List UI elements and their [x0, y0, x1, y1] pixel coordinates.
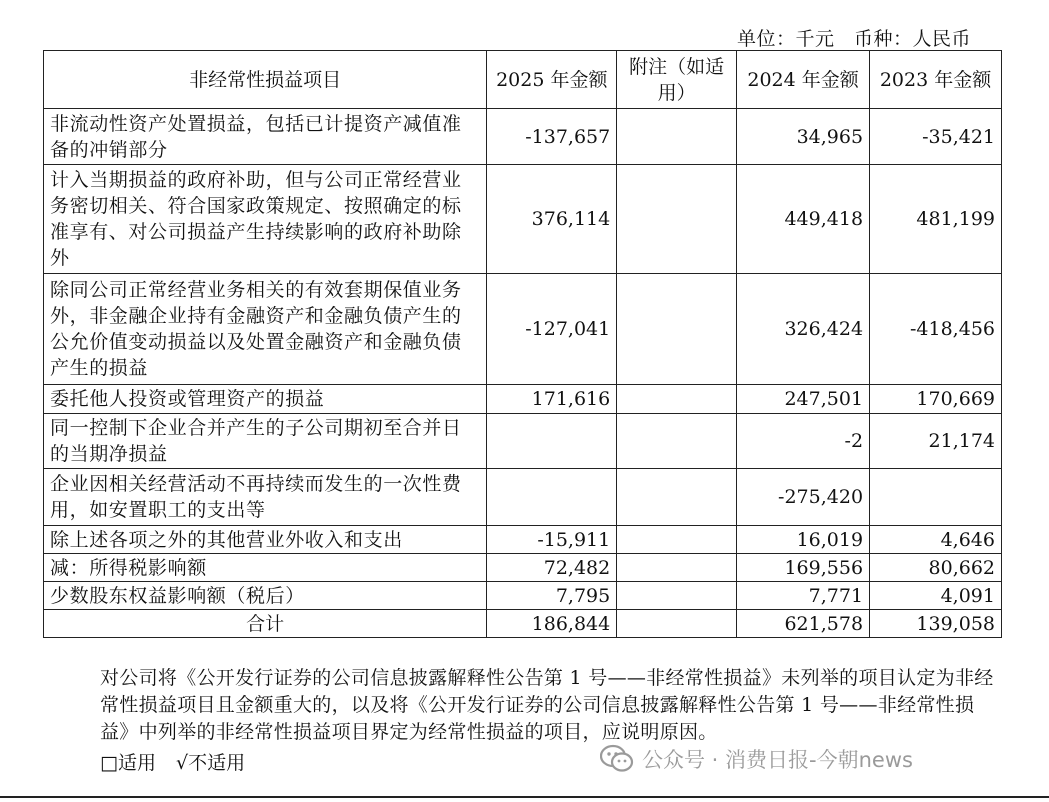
table-total-row: [44, 610, 1002, 638]
table-row: [44, 165, 1002, 274]
total-value-2025: 186,844: [487, 610, 617, 638]
row-note: [617, 109, 737, 165]
row-value-2025: 376,114: [487, 165, 617, 274]
row-item-label: 非流动性资产处置损益，包括已计提资产减值准备的冲销部分: [44, 109, 487, 165]
row-value-2023: -418,456: [870, 274, 1002, 385]
bottom-divider: [0, 796, 1049, 798]
row-value-2025: -127,041: [487, 274, 617, 385]
row-note: [617, 554, 737, 582]
row-item-label: 减：所得税影响额: [44, 554, 487, 582]
non-recurring-gains-table: [43, 50, 1002, 638]
row-value-2025: 171,616: [487, 385, 617, 414]
wechat-icon: [600, 744, 634, 774]
table-row: [44, 414, 1002, 469]
footnote-text: 对公司将《公开发行证券的公司信息披露解释性公告第 1 号——非经常性损益》未列举的项目认定为非经常性损益项目且金额重大的，以及将《公开发行证券的公司信息披露解释性公告第 1 号——非经常性损益》中列举的非经常性损益项目界定为经常性损益的项目，应说明原因。: [100, 667, 994, 743]
row-item-label: 企业因相关经营活动不再持续而发生的一次性费用，如安置职工的支出等: [44, 469, 487, 526]
table-row: [44, 554, 1002, 582]
row-value-2024: 326,424: [737, 274, 870, 385]
row-note: [617, 469, 737, 526]
applicability-options: [100, 748, 259, 775]
table-header-row: [44, 51, 1002, 109]
row-note: [617, 165, 737, 274]
total-value-2024: 621,578: [737, 610, 870, 638]
row-value-2023: 481,199: [870, 165, 1002, 274]
table-row: [44, 526, 1002, 554]
unit-currency-label: 单位：千元 币种：人民币: [737, 28, 972, 50]
row-item-label: 少数股东权益影响额（税后）: [44, 582, 487, 610]
table-row: [44, 582, 1002, 610]
row-value-2025: -137,657: [487, 109, 617, 165]
option-not-applicable: √不适用: [176, 752, 246, 774]
total-label: 合计: [44, 610, 487, 638]
row-item-label: 计入当期损益的政府补助，但与公司正常经营业务密切相关、符合国家政策规定、按照确定的标准享有、对公司损益产生持续影响的政府补助除外: [44, 165, 487, 274]
row-value-2024: 449,418: [737, 165, 870, 274]
row-item-label: 同一控制下企业合并产生的子公司期初至合并日的当期净损益: [44, 414, 487, 469]
col-header-item: 非经常性损益项目: [44, 51, 487, 109]
table-row: [44, 385, 1002, 414]
row-note: [617, 526, 737, 554]
row-note: [617, 582, 737, 610]
watermark-text: 公众号 · 消费日报-今朝news: [642, 748, 913, 772]
col-header-note: 附注（如适用）: [617, 51, 737, 109]
row-note: [617, 385, 737, 414]
row-value-2024: -2: [737, 414, 870, 469]
row-value-2024: 169,556: [737, 554, 870, 582]
row-value-2025: [487, 414, 617, 469]
col-header-2025: 2025 年金额: [487, 51, 617, 109]
row-value-2023: 21,174: [870, 414, 1002, 469]
row-value-2023: 4,646: [870, 526, 1002, 554]
row-note: [617, 274, 737, 385]
row-value-2024: 247,501: [737, 385, 870, 414]
row-value-2024: 16,019: [737, 526, 870, 554]
row-value-2023: 80,662: [870, 554, 1002, 582]
row-value-2025: 7,795: [487, 582, 617, 610]
table-row: [44, 109, 1002, 165]
option-applicable: □适用: [100, 752, 156, 774]
col-header-2023: 2023 年金额: [870, 51, 1002, 109]
row-item-label: 除上述各项之外的其他营业外收入和支出: [44, 526, 487, 554]
total-note: [617, 610, 737, 638]
watermark: [600, 744, 913, 774]
row-value-2023: [870, 469, 1002, 526]
row-value-2024: -275,420: [737, 469, 870, 526]
row-value-2023: 4,091: [870, 582, 1002, 610]
table-row: [44, 274, 1002, 385]
total-value-2023: 139,058: [870, 610, 1002, 638]
row-value-2024: 34,965: [737, 109, 870, 165]
row-value-2023: -35,421: [870, 109, 1002, 165]
row-value-2024: 7,771: [737, 582, 870, 610]
row-value-2023: 170,669: [870, 385, 1002, 414]
row-item-label: 除同公司正常经营业务相关的有效套期保值业务外，非金融企业持有金融资产和金融负债产生的公允价值变动损益以及处置金融资产和金融负债产生的损益: [44, 274, 487, 385]
row-value-2025: 72,482: [487, 554, 617, 582]
row-note: [617, 414, 737, 469]
row-value-2025: -15,911: [487, 526, 617, 554]
row-value-2025: [487, 469, 617, 526]
table-row: [44, 469, 1002, 526]
row-item-label: 委托他人投资或管理资产的损益: [44, 385, 487, 414]
col-header-2024: 2024 年金额: [737, 51, 870, 109]
